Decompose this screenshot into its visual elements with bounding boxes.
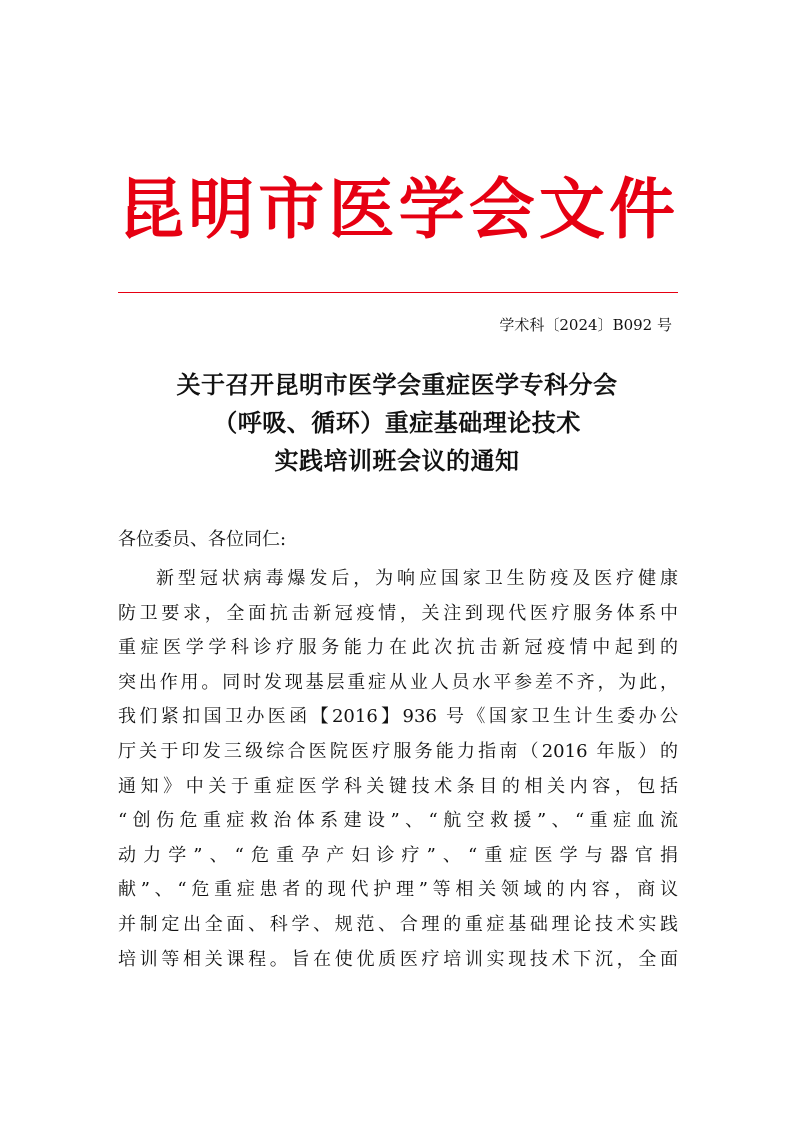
body-line: 厅关于印发三级综合医院医疗服务能力指南（2016 年版）的 — [118, 740, 678, 762]
notice-title — [100, 366, 694, 480]
document-number: 学术科〔2024〕B092 号 — [499, 316, 672, 334]
body-line: 动力学”、“危重孕产妇诊疗”、“重症医学与器官捐 — [118, 844, 678, 866]
body-paragraph — [118, 562, 678, 977]
body-line: 并制定出全面、科学、规范、合理的重症基础理论技术实践 — [118, 913, 678, 935]
body-line: 献”、“危重症患者的现代护理”等相关领域的内容，商议 — [118, 879, 678, 901]
body-line: 防卫要求，全面抗击新冠疫情，关注到现代医疗服务体系中 — [118, 602, 678, 624]
salutation: 各位委员、各位同仁: — [118, 529, 287, 550]
body-line: 通知》中关于重症医学科关键技术条目的相关内容，包括 — [118, 775, 678, 797]
body-line: “创伤危重症救治体系建设”、“航空救援”、“重症血流 — [118, 810, 678, 832]
body-line: 我们紧扣国卫办医函【2016】936 号《国家卫生计生委办公 — [118, 706, 678, 728]
body-line: 重症医学学科诊疗服务能力在此次抗击新冠疫情中起到的 — [118, 637, 678, 659]
body-line: 培训等相关课程。旨在使优质医疗培训实现技术下沉，全面 — [118, 948, 678, 970]
document-header-title: 昆明市医学会文件 — [118, 171, 678, 248]
notice-title-line: 实践培训班会议的通知 — [274, 446, 520, 475]
notice-title-line: 关于召开昆明市医学会重症医学专科分会 — [176, 370, 618, 399]
body-line: 突出作用。同时发现基层重症从业人员水平参差不齐，为此， — [118, 671, 678, 693]
body-line: 新型冠状病毒爆发后，为响应国家卫生防疫及医疗健康 — [156, 568, 678, 589]
notice-title-line: （呼吸、循环）重症基础理论技术 — [213, 408, 581, 437]
header-divider-line — [118, 292, 678, 293]
